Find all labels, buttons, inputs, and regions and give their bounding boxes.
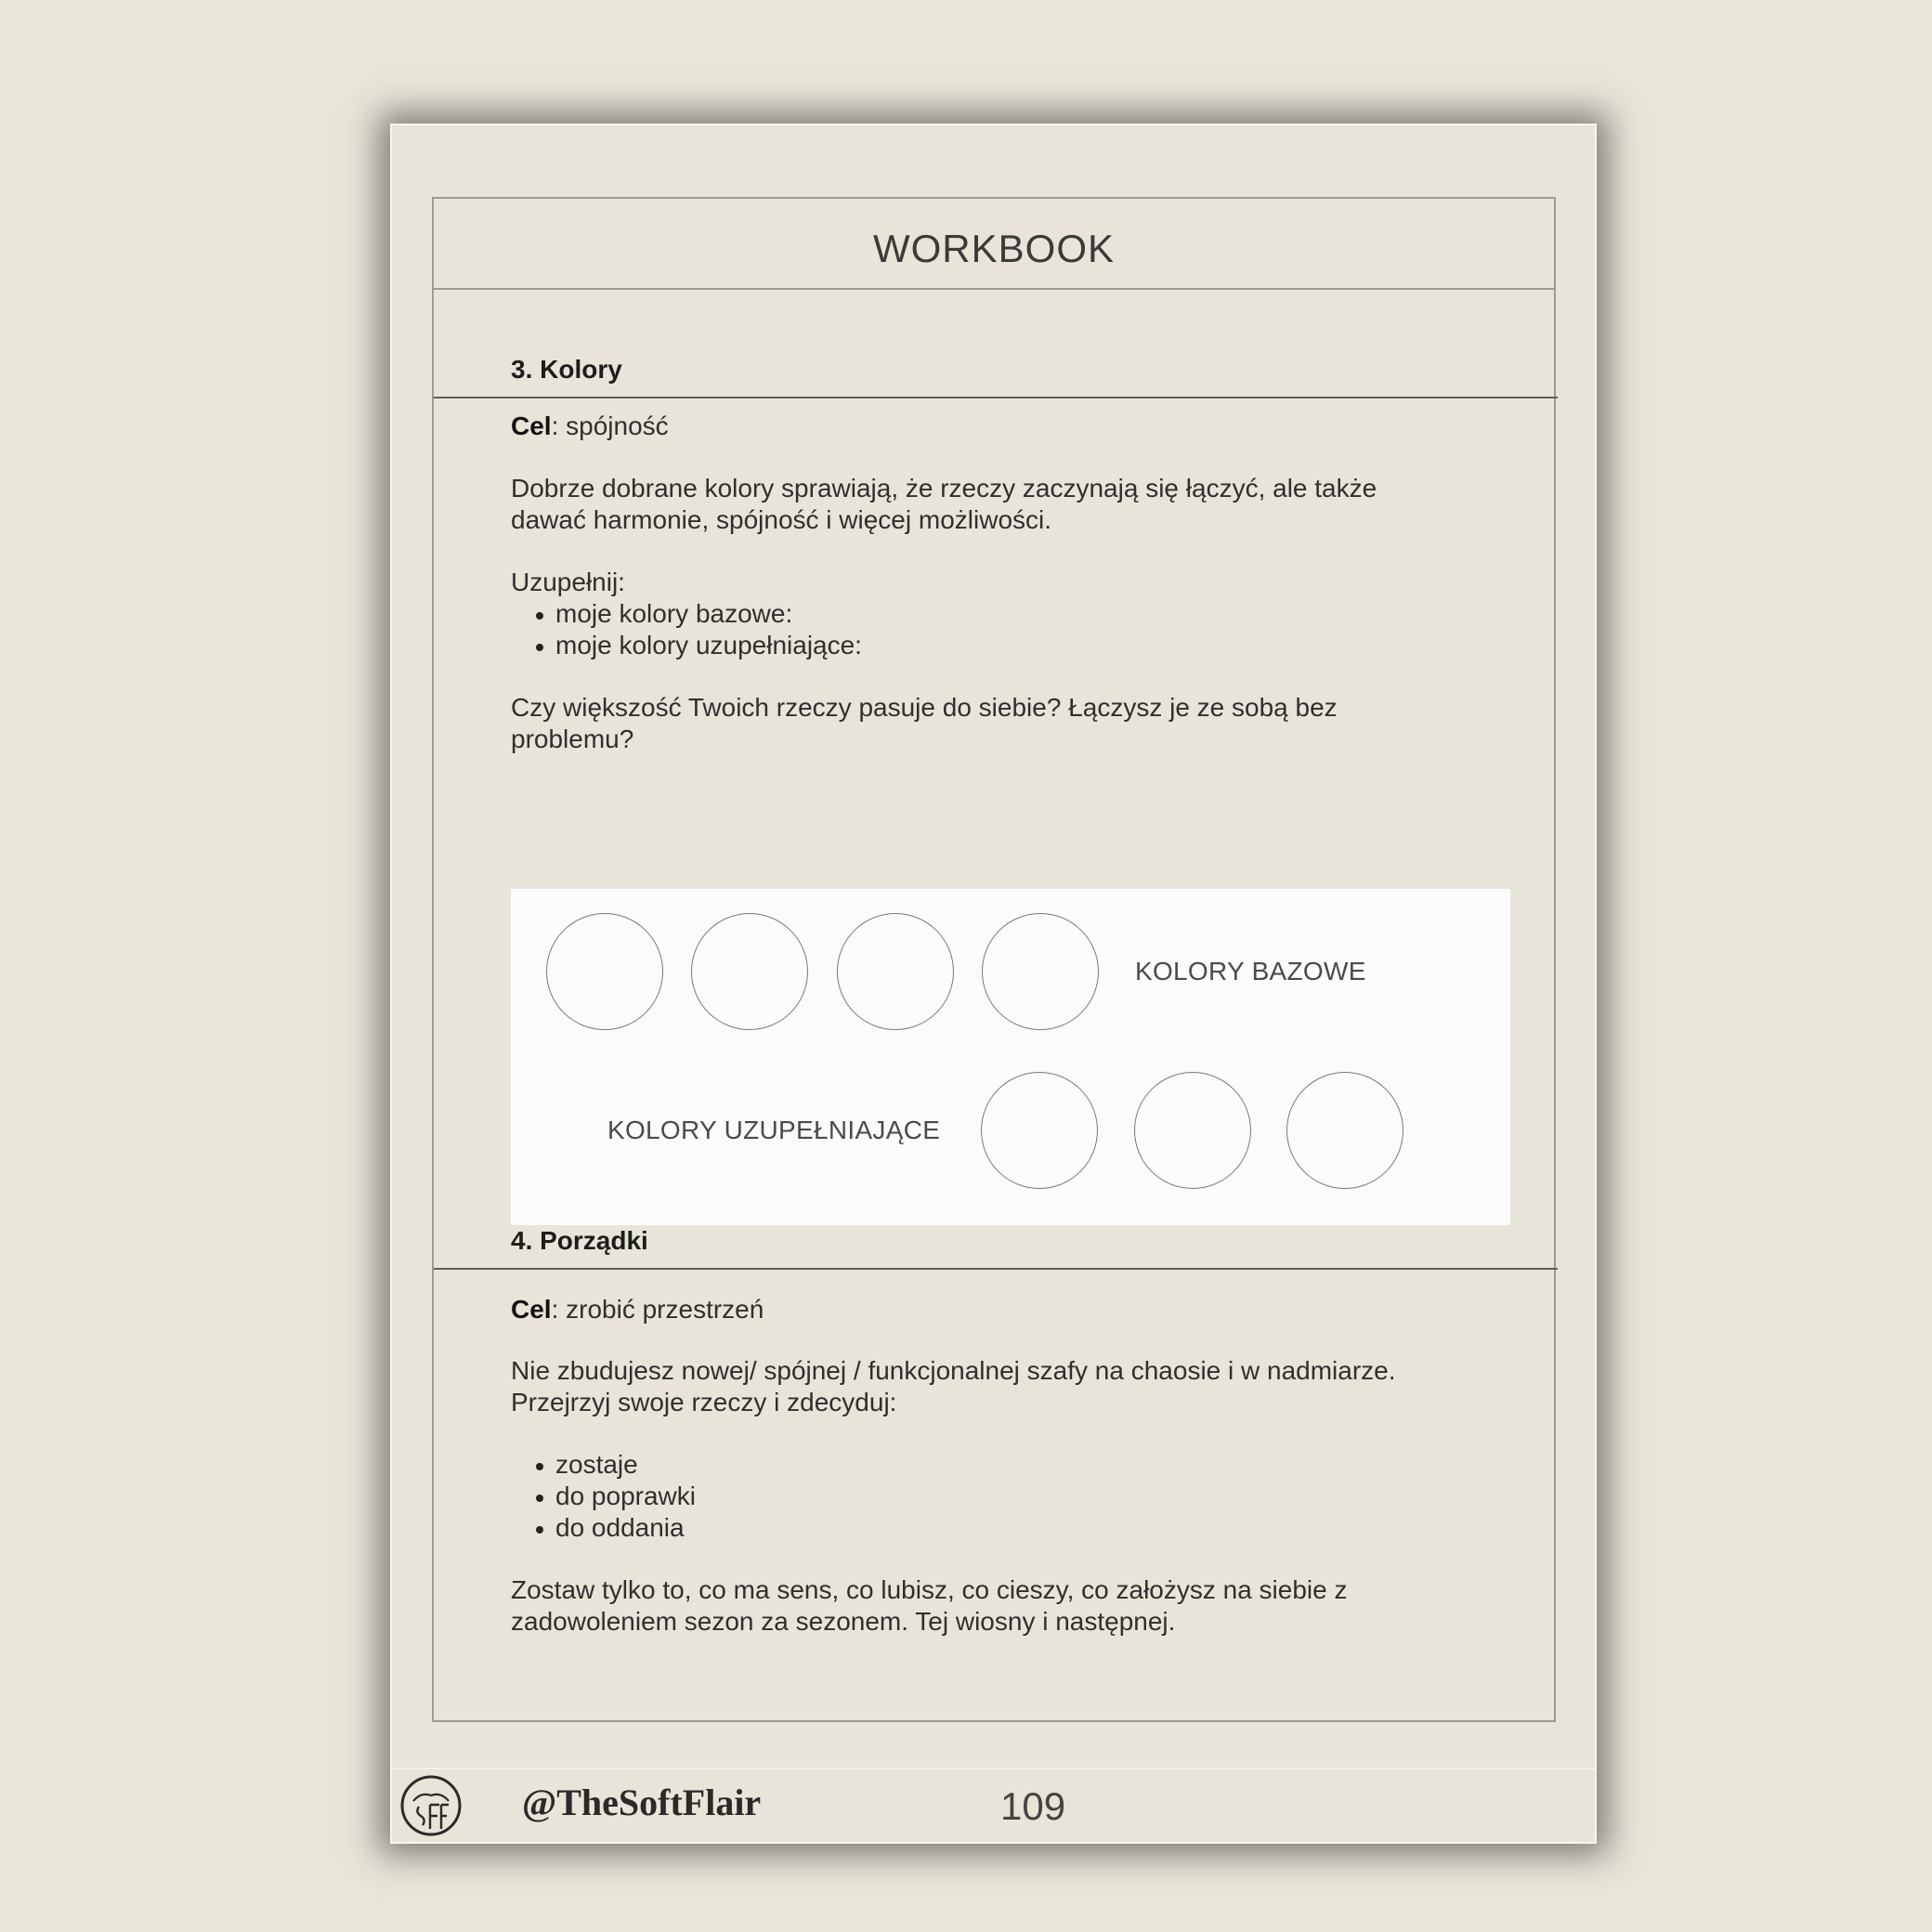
intro-line-1: Nie zbudujesz nowej/ spójnej / funkcjonalnej szafy na chaosie i w nadmiarze. bbox=[511, 1356, 1396, 1385]
section-4-closing bbox=[511, 1574, 1495, 1638]
list-item: moje kolory bazowe: bbox=[511, 598, 862, 630]
closing-line-2: zadowoleniem sezon za sezonem. Tej wiosny i następnej. bbox=[511, 1607, 1176, 1636]
base-color-swatch[interactable] bbox=[691, 913, 808, 1030]
social-handle: @TheSoftFlair bbox=[522, 1782, 762, 1823]
base-color-swatch[interactable] bbox=[546, 913, 663, 1030]
intro-line-2: dawać harmonie, spójność i więcej możliwości. bbox=[511, 505, 1052, 534]
goal-label: Cel bbox=[511, 1295, 552, 1324]
list-item: do oddania bbox=[511, 1512, 696, 1544]
section-3-intro bbox=[511, 473, 1495, 536]
question-line-2: problemu? bbox=[511, 724, 634, 753]
base-colors-label: KOLORY BAZOWE bbox=[1135, 957, 1366, 986]
color-swatch-panel bbox=[511, 889, 1510, 1225]
section-3-question bbox=[511, 692, 1495, 755]
intro-line-1: Dobrze dobrane kolory sprawiają, że rzeczy zaczynają się łączyć, ale także bbox=[511, 474, 1377, 503]
goal-value: : spójność bbox=[551, 411, 669, 440]
complementary-color-swatch[interactable] bbox=[1286, 1072, 1403, 1189]
list-item: do poprawki bbox=[511, 1481, 696, 1512]
page-number: 109 bbox=[1000, 1784, 1066, 1828]
content-frame bbox=[432, 197, 1556, 1722]
question-line-1: Czy większość Twoich rzeczy pasuje do siebie? Łączysz je ze sobą bez bbox=[511, 693, 1338, 722]
section-3-goal bbox=[511, 411, 1495, 442]
base-color-swatch[interactable] bbox=[837, 913, 954, 1030]
section-3-divider bbox=[434, 397, 1558, 398]
title-bar bbox=[434, 199, 1554, 290]
complementary-color-swatch[interactable] bbox=[1134, 1072, 1251, 1189]
softflair-logo-icon bbox=[398, 1773, 463, 1838]
complementary-colors-label: KOLORY UZUPEŁNIAJĄCE bbox=[607, 1116, 941, 1144]
goal-label: Cel bbox=[511, 411, 552, 440]
page-title: WORKBOOK bbox=[872, 227, 1116, 270]
list-item: zostaje bbox=[511, 1449, 696, 1481]
section-3-title: 3. Kolory bbox=[511, 355, 622, 384]
workbook-page bbox=[390, 124, 1597, 1844]
section-4-divider bbox=[434, 1268, 1558, 1270]
section-4-intro bbox=[511, 1355, 1495, 1418]
fill-label: Uzupełnij: bbox=[511, 568, 625, 596]
decision-list bbox=[511, 1449, 696, 1544]
complementary-color-swatch[interactable] bbox=[981, 1072, 1098, 1189]
base-color-swatch[interactable] bbox=[982, 913, 1099, 1030]
intro-line-2: Przejrzyj swoje rzeczy i zdecyduj: bbox=[511, 1388, 897, 1416]
list-item: moje kolory uzupełniające: bbox=[511, 630, 862, 661]
goal-value: : zrobić przestrzeń bbox=[551, 1295, 764, 1324]
footer-divider bbox=[392, 1768, 1595, 1769]
section-4-title: 4. Porządki bbox=[511, 1226, 648, 1255]
section-4-goal bbox=[511, 1294, 1495, 1325]
closing-line-1: Zostaw tylko to, co ma sens, co lubisz, co cieszy, co założysz na siebie z bbox=[511, 1575, 1348, 1604]
fill-list bbox=[511, 598, 862, 661]
